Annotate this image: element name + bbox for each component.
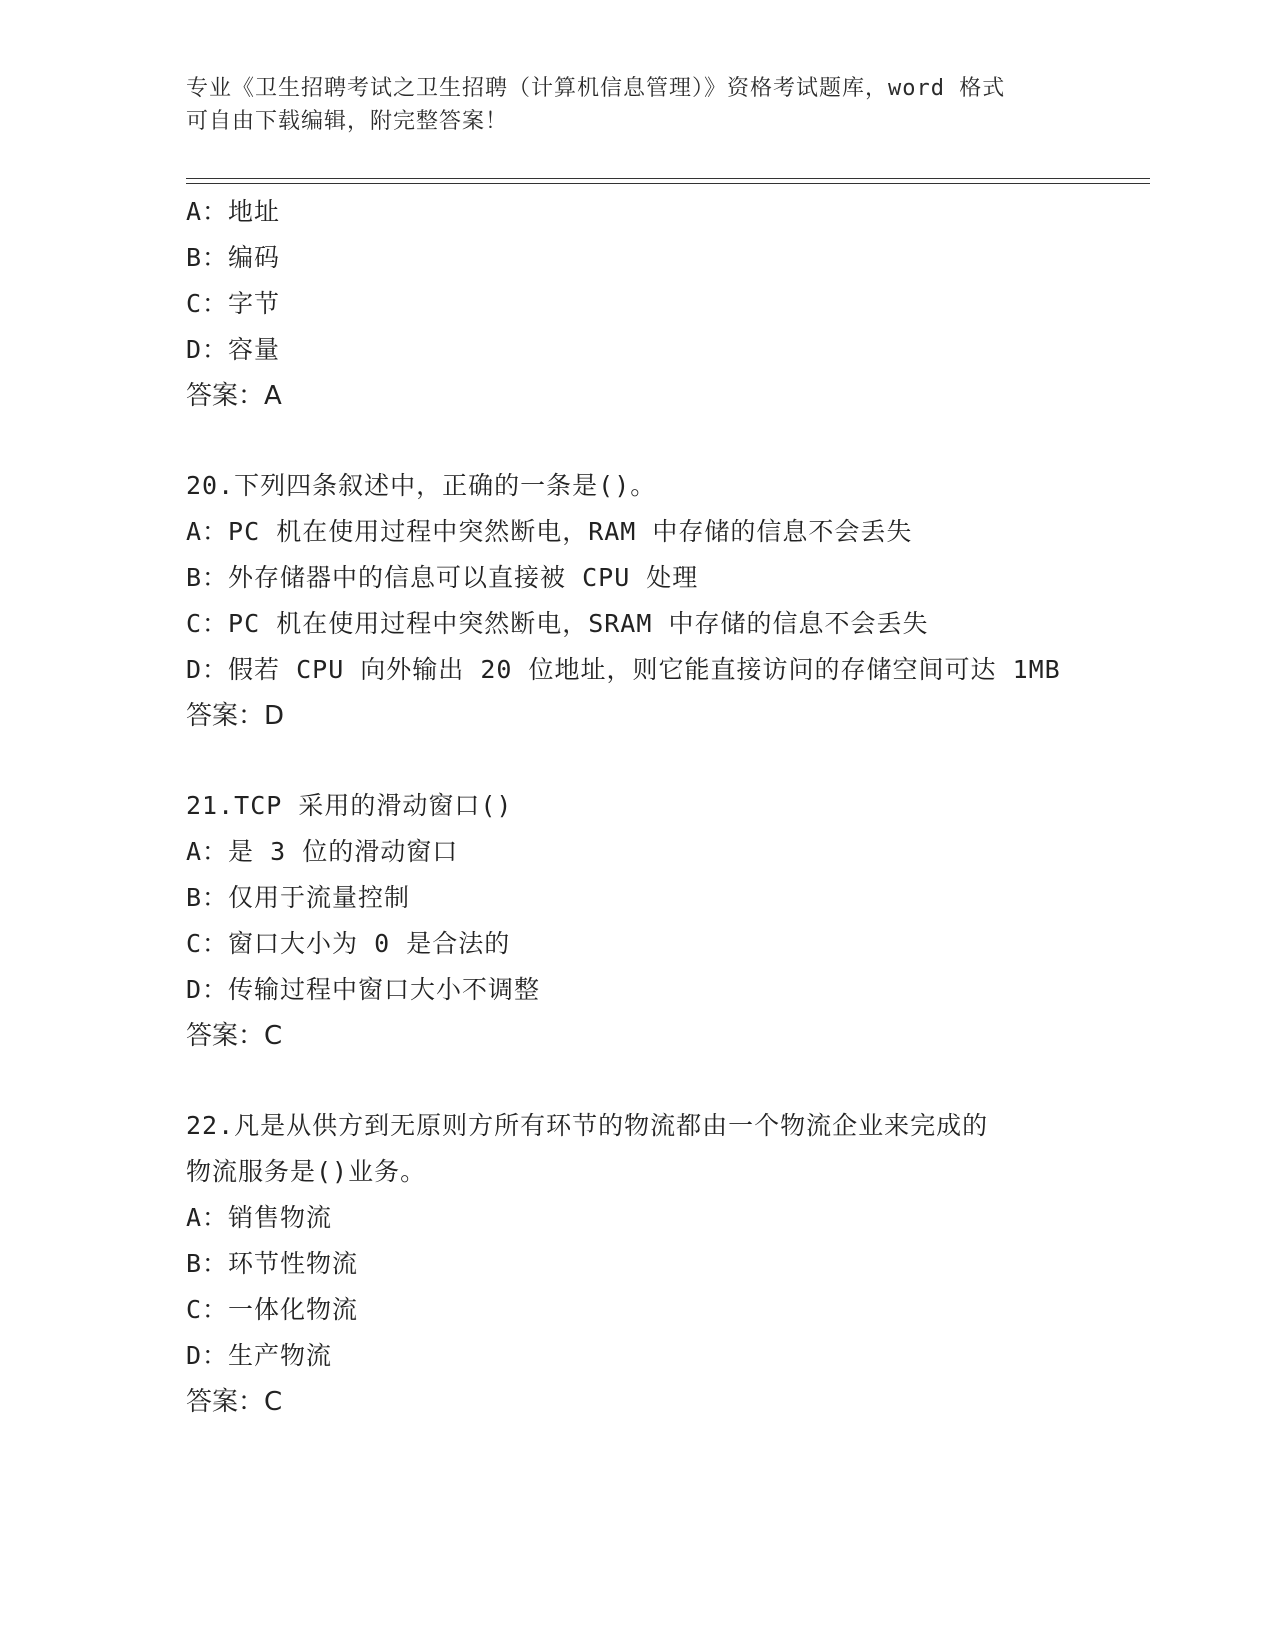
header-rule-bottom — [186, 183, 1150, 184]
option-c: C：一体化物流 — [186, 1295, 359, 1324]
document-header — [186, 72, 1086, 138]
spacer — [186, 739, 1086, 783]
question-block-20 — [186, 463, 1086, 739]
option-a: A：是 3 位的滑动窗口 — [186, 837, 459, 866]
question-stem: 21.TCP 采用的滑动窗口() — [186, 791, 513, 820]
question-block-19 — [186, 189, 1086, 419]
option-c: C：PC 机在使用过程中突然断电，SRAM 中存储的信息不会丢失 — [186, 609, 929, 638]
option-b: B：环节性物流 — [186, 1249, 359, 1278]
spacer — [186, 1059, 1086, 1103]
answer-line: 答案：C — [186, 1387, 283, 1417]
option-c: C：字节 — [186, 289, 281, 318]
question-block-21 — [186, 783, 1086, 1059]
question-stem-line-1: 22.凡是从供方到无原则方所有环节的物流都由一个物流企业来完成的 — [186, 1111, 989, 1140]
header-line-1: 专业《卫生招聘考试之卫生招聘（计算机信息管理）》资格考试题库，word 格式 — [186, 76, 1006, 101]
header-line-2: 可自由下载编辑，附完整答案！ — [186, 109, 509, 134]
answer-line: 答案：D — [186, 701, 285, 731]
answer-line: 答案：A — [186, 381, 282, 411]
question-list — [186, 189, 1086, 1425]
option-a: A：地址 — [186, 197, 281, 226]
option-d: D：生产物流 — [186, 1341, 333, 1370]
question-stem: 20.下列四条叙述中，正确的一条是()。 — [186, 471, 657, 500]
option-a: A：销售物流 — [186, 1203, 333, 1232]
option-d: D：传输过程中窗口大小不调整 — [186, 975, 541, 1004]
option-d: D：假若 CPU 向外输出 20 位地址，则它能直接访问的存储空间可达 1MB — [186, 655, 1061, 684]
question-block-22 — [186, 1103, 1086, 1425]
answer-line: 答案：C — [186, 1021, 283, 1051]
option-b: B：仅用于流量控制 — [186, 883, 411, 912]
spacer — [186, 419, 1086, 463]
option-c: C：窗口大小为 0 是合法的 — [186, 929, 511, 958]
option-b: B：外存储器中的信息可以直接被 CPU 处理 — [186, 563, 699, 592]
question-stem-line-2: 物流服务是()业务。 — [186, 1157, 427, 1186]
option-a: A：PC 机在使用过程中突然断电，RAM 中存储的信息不会丢失 — [186, 517, 913, 546]
option-d: D：容量 — [186, 335, 281, 364]
header-rule-top — [186, 178, 1150, 179]
option-b: B：编码 — [186, 243, 281, 272]
